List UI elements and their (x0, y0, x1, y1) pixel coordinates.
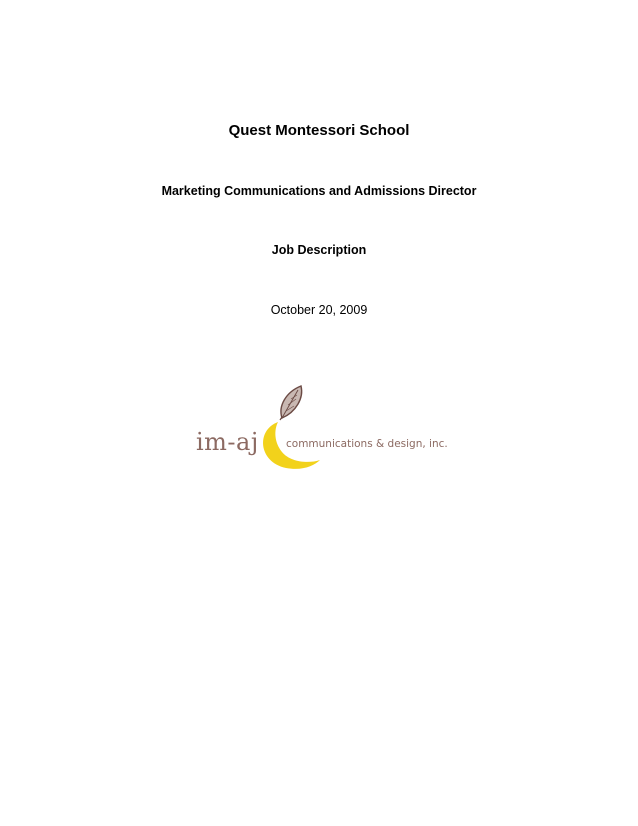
company-logo (190, 380, 460, 475)
leaf-icon (280, 386, 302, 420)
logo-wordmark: im-aj (196, 428, 259, 456)
document-type: Job Description (271, 243, 367, 257)
position-title: Marketing Communications and Admissions Director (161, 184, 477, 198)
school-name: Quest Montessori School (228, 122, 410, 139)
logo-tagline: communications & design, inc. (286, 438, 448, 450)
document-date: October 20, 2009 (270, 303, 368, 317)
